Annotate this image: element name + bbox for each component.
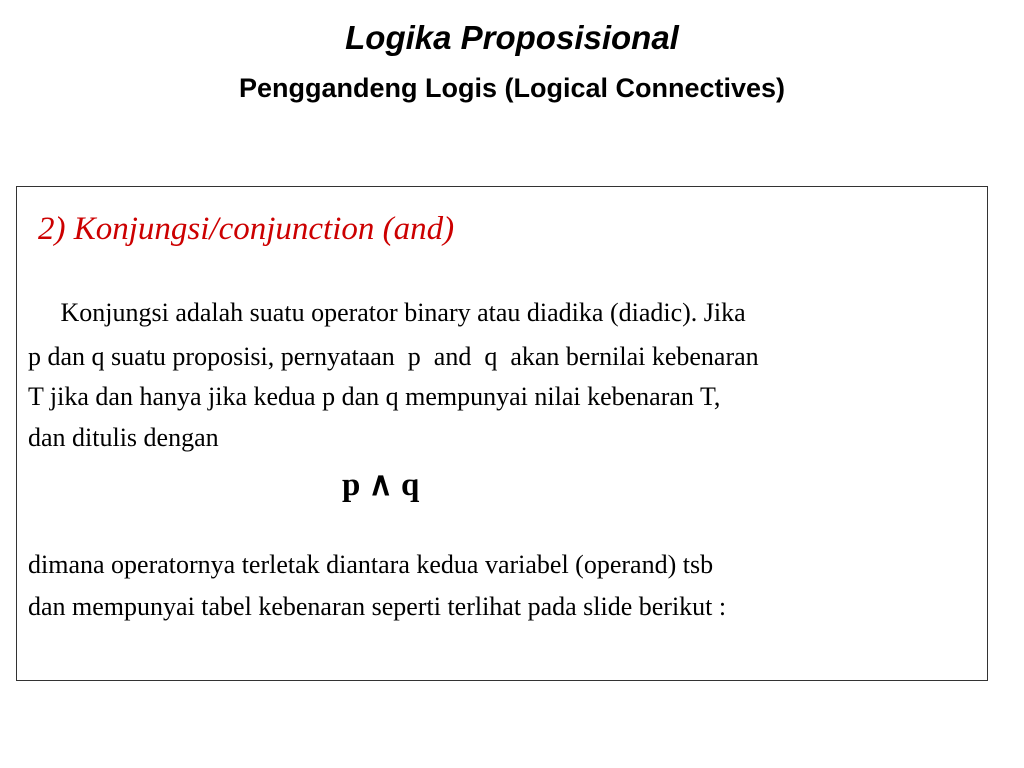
section-heading: 2) Konjungsi/conjunction (and) [38,211,455,247]
paragraph-line-2: p dan q suatu proposisi, pernyataan p and q akan bernilai kebenaran [28,342,759,371]
closing-line-1: dimana operatornya terletak diantara kedua variabel (operand) tsb [28,550,714,579]
formula: p ∧ q [342,467,420,503]
paragraph-line-4: dan ditulis dengan [28,423,219,452]
paragraph-line-3: T jika dan hanya jika kedua p dan q mempunyai nilai kebenaran T, [28,382,721,411]
slide-title: Logika Proposisional [345,19,679,56]
closing-line-2: dan mempunyai tabel kebenaran seperti terlihat pada slide berikut : [28,592,727,621]
paragraph-line-1: Konjungsi adalah suatu operator binary atau diadika (diadic). Jika [28,298,746,327]
slide-subtitle: Penggandeng Logis (Logical Connectives) [238,73,786,103]
